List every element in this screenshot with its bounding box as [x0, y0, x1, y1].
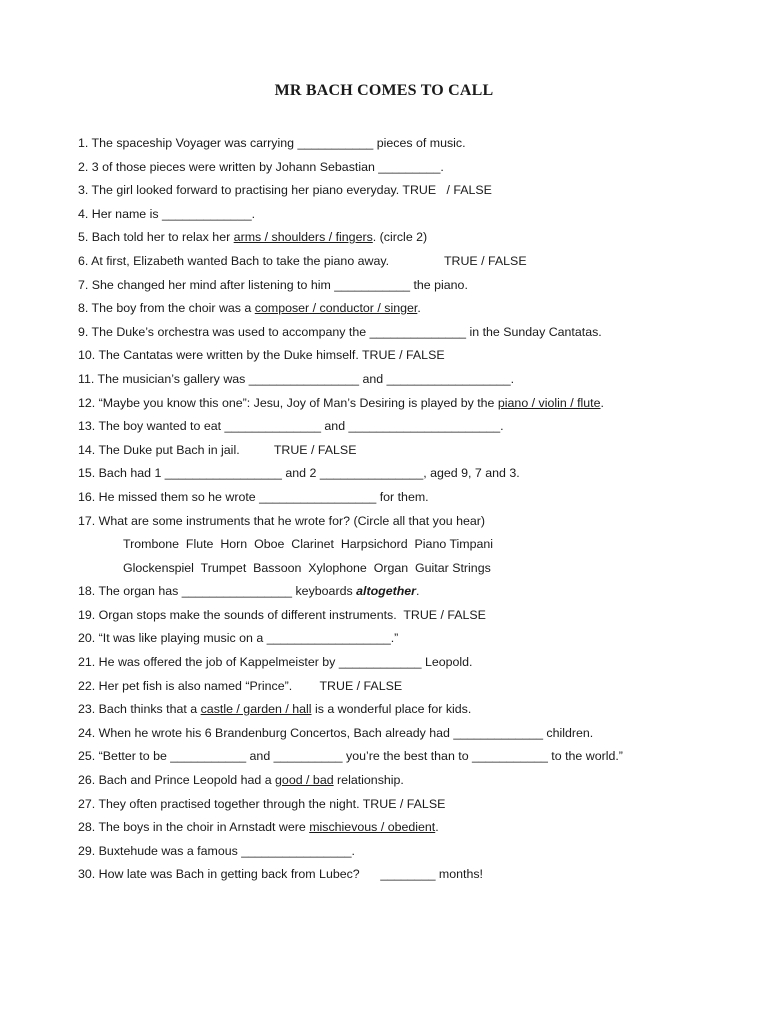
question-3 [78, 179, 758, 203]
question-text: 7. She changed her mind after listening to him ___________ the piano. [78, 277, 468, 292]
question-16 [78, 486, 758, 510]
question-text: 5. Bach told her to relax her [78, 230, 234, 245]
question-text: 2. 3 of those pieces were written by Johann Sebastian _________. [78, 159, 444, 174]
question-12 [78, 392, 758, 416]
question-text: 22. Her pet fish is also named “Prince”. TRUE / FALSE [78, 678, 403, 693]
question-28 [78, 816, 758, 840]
question-6 [78, 250, 758, 274]
question-22 [78, 675, 758, 699]
question-17 [78, 510, 758, 534]
question-26 [78, 769, 758, 793]
question-text: 1. The spaceship Voyager was carrying ___________ pieces of music. [78, 136, 466, 150]
question-2 [78, 156, 758, 180]
question-text: 20. “It was like playing music on a __________________.” [78, 631, 399, 646]
question-text: 15. Bach had 1 _________________ and 2 _______________, aged 9, 7 and 3. [78, 466, 520, 481]
question-20 [78, 627, 758, 651]
question-15 [78, 462, 758, 486]
question-9 [78, 321, 758, 345]
instrument-list-line [78, 557, 758, 581]
question-text: 8. The boy from the choir was a [78, 301, 255, 316]
question-text: 21. He was offered the job of Kappelmeister by ____________ Leopold. [78, 655, 473, 670]
question-21 [78, 651, 758, 675]
question-text: 9. The Duke’s orchestra was used to accompany the ______________ in the Sunday Cantatas. [78, 324, 602, 339]
question-text: 3. The girl looked forward to practising her piano everyday. TRUE / FALSE [78, 183, 492, 198]
question-13 [78, 415, 758, 439]
question-text: 10. The Cantatas were written by the Duke himself. TRUE / FALSE [78, 348, 445, 363]
instrument-list-line [78, 533, 758, 557]
question-text: 6. At first, Elizabeth wanted Bach to take the piano away. TRUE / FALSE [78, 253, 527, 268]
answer-options: altogether [356, 584, 417, 599]
question-text: 18. The organ has ________________ keyboards [78, 584, 357, 599]
page-title: MR BACH COMES TO CALL [274, 82, 494, 99]
question-18 [78, 580, 758, 604]
question-text: 24. When he wrote his 6 Brandenburg Concertos, Bach already had _____________ children. [78, 725, 594, 740]
question-1 [78, 132, 758, 156]
question-text: 17. What are some instruments that he wrote for? (Circle all that you hear) [78, 513, 486, 528]
answer-options: mischievous / obedient [309, 820, 436, 835]
question-text: . [435, 820, 439, 835]
answer-options: good / bad [275, 773, 334, 788]
question-text: 26. Bach and Prince Leopold had a [78, 773, 276, 788]
question-text: 28. The boys in the choir in Arnstadt were [78, 820, 310, 835]
question-text: . (circle 2) [372, 230, 428, 245]
question-11 [78, 368, 758, 392]
question-text: 16. He missed them so he wrote _________________ for them. [78, 489, 429, 504]
answer-options: arms / shoulders / fingers [233, 230, 373, 245]
question-text: 12. “Maybe you know this one”: Jesu, Joy of Man’s Desiring is played by the [78, 395, 498, 410]
question-text: Glockenspiel Trumpet Bassoon Xylophone Organ Guitar Strings [123, 560, 491, 575]
question-19 [78, 604, 758, 628]
question-30 [78, 863, 758, 887]
question-text: relationship. [333, 773, 404, 788]
question-5 [78, 226, 758, 250]
question-4 [78, 203, 758, 227]
question-text: 11. The musician’s gallery was ________________ and __________________. [78, 371, 515, 386]
question-text: 29. Buxtehude was a famous ________________. [78, 843, 355, 858]
question-27 [78, 793, 758, 817]
question-text: 23. Bach thinks that a [78, 702, 201, 717]
question-29 [78, 840, 758, 864]
question-14 [78, 439, 758, 463]
question-text: is a wonderful place for kids. [311, 702, 472, 717]
question-25 [78, 745, 758, 769]
question-text: 4. Her name is _____________. [78, 206, 256, 221]
question-text: 30. How late was Bach in getting back from Lubec? ________ months! [78, 867, 484, 882]
question-text: . [416, 584, 420, 599]
answer-options: piano / violin / flute [497, 395, 601, 410]
question-list [78, 132, 758, 887]
question-text: Trombone Flute Horn Oboe Clarinet Harpsichord Piano Timpani [123, 537, 494, 552]
answer-options: composer / conductor / singer [254, 301, 418, 316]
question-text: 14. The Duke put Bach in jail. TRUE / FALSE [78, 442, 357, 457]
question-text: 19. Organ stops make the sounds of different instruments. TRUE / FALSE [78, 607, 486, 622]
question-23 [78, 698, 758, 722]
question-text: . [417, 301, 421, 316]
answer-options: castle / garden / hall [200, 702, 312, 717]
question-8 [78, 297, 758, 321]
question-text: . [600, 395, 604, 410]
question-10 [78, 344, 758, 368]
question-24 [78, 722, 758, 746]
question-7 [78, 274, 758, 298]
question-text: 27. They often practised together through the night. TRUE / FALSE [78, 796, 446, 811]
question-text: 13. The boy wanted to eat ______________ and ______________________. [78, 419, 504, 434]
question-text: 25. “Better to be ___________ and __________ you’re the best than to ___________ to the world.” [78, 749, 623, 764]
